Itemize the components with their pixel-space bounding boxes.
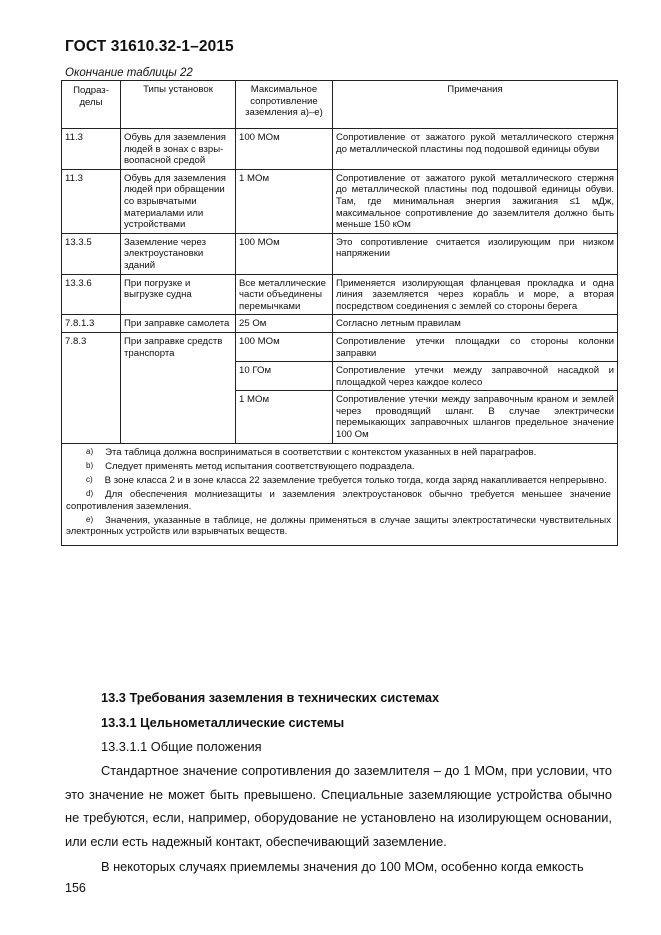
footnote-mark: c) (86, 474, 93, 484)
header-installation-type: Типы установок (121, 81, 236, 129)
cell-notes: Сопротивление от зажатого рукой металлического стержня до металлической пластины под подошвой единицы обуви (333, 129, 618, 170)
footnote-b (66, 461, 611, 473)
page-number: 156 (65, 881, 86, 895)
footnote-e (66, 515, 611, 538)
grounding-table (61, 80, 618, 546)
cell-notes: Это сопротивление считается изолирующим при низком напряжении (333, 233, 618, 274)
cell-resistance: 100 МОм (236, 332, 333, 361)
cell-type: Обувь для заземления людей при обращении со взрывчатыми материалами или устройствами (121, 169, 236, 233)
cell-notes: Согласно летным правилам (333, 315, 618, 333)
table-footnotes (62, 443, 618, 546)
table-row (62, 233, 618, 274)
table-row (62, 274, 618, 315)
cell-resistance: 10 ГОм (236, 362, 333, 391)
footnote-a (66, 447, 611, 459)
subsubsection-heading: 13.3.1.1 Общие положения (101, 739, 262, 754)
cell-resistance: 100 МОм (236, 233, 333, 274)
cell-section: 11.3 (62, 129, 121, 170)
table-caption: Окончание таблицы 22 (65, 67, 193, 79)
table-row (62, 332, 618, 361)
footnote-d (66, 489, 611, 512)
footnote-text: Значения, указанные в таблице, не должны применяться в случае защиты электростатически чувствительных электронных устройств или взрывчатых веществ. (66, 514, 611, 538)
cell-section: 7.8.3 (62, 332, 121, 443)
subsection-heading: 13.3.1 Цельнометаллические системы (101, 715, 345, 730)
cell-notes: Применяется изолирующая фланцевая прокладка и одна линия заземляется через корабль и море, а вторая посредством соединения с землей со стороны берега (333, 274, 618, 315)
footnote-c (66, 475, 611, 487)
cell-resistance: 100 МОм (236, 129, 333, 170)
cell-type: При заправке средств транспорта (121, 332, 236, 443)
header-max-resistance: Максимальное сопротивление заземления а)–е) (236, 81, 333, 129)
footnote-mark: d) (86, 488, 94, 498)
body-paragraph: В некоторых случаях приемлемы значения до 100 МОм, особенно когда емкость (101, 859, 584, 874)
table-row (62, 129, 618, 170)
cell-notes: Сопротивление утечки между заправочной насадкой и площадкой через каждое колесо (333, 362, 618, 391)
cell-resistance: 1 МОм (236, 169, 333, 233)
cell-type: Обувь для заземления людей в зонах с взры-воопасной средой (121, 129, 236, 170)
document-title: ГОСТ 31610.32-1–2015 (65, 38, 234, 55)
cell-section: 11.3 (62, 169, 121, 233)
table-row (62, 169, 618, 233)
footnote-mark: e) (86, 514, 94, 524)
header-notes: Примечания (333, 81, 618, 129)
cell-type: При заправке самолета (121, 315, 236, 333)
cell-type: При погрузке и выгрузке судна (121, 274, 236, 315)
section-heading: 13.3 Требования заземления в технических системах (101, 690, 440, 705)
footnote-text: В зоне класса 2 и в зоне класса 22 заземление требуется только тогда, когда заряд накапливается непрерывно. (104, 474, 607, 486)
body-paragraph: Стандартное значение сопротивления до заземлителя – до 1 МОм, при условии, что это значение не может быть превышено. Специальные заземляющие устройства обычно не требуются, если, например, оборудование не установлено на изолирующем основании, или если есть надежный контакт, обеспечивающий заземление. (65, 763, 612, 849)
cell-resistance: 1 МОм (236, 391, 333, 443)
header-section: Подраз- делы (62, 81, 121, 129)
cell-notes: Сопротивление от зажатого рукой металлического стержня до металлической пластины под подошвой единицы обуви. Там, где минимальная энергия зажигания ≤1 мДж, максимальное сопротивление до заземлителя должно быть меньше 150 кОм (333, 169, 618, 233)
footnote-text: Эта таблица должна восприниматься в соответствии с контекстом указанных в ней параграфов. (105, 446, 537, 458)
footnote-text: Следует применять метод испытания соответствующего подраздела. (105, 460, 415, 472)
cell-notes: Сопротивление утечки площадки со стороны колонки заправки (333, 332, 618, 361)
cell-resistance: 25 Ом (236, 315, 333, 333)
cell-resistance: Все металлические части объединены перемычками (236, 274, 333, 315)
cell-section: 13.3.6 (62, 274, 121, 315)
table-row (62, 315, 618, 333)
footnote-text: Для обеспечения молниезащиты и заземления электроустановок обычно требуется меньшее значение сопротивления заземления. (66, 488, 611, 512)
cell-type: Заземление через электроустановки зданий (121, 233, 236, 274)
cell-section: 7.8.1.3 (62, 315, 121, 333)
cell-notes: Сопротивление утечки между заправочным краном и землей через проводящий шланг. В случае электрически перемыкающих заправочных шлангов предельное значение 100 Ом (333, 391, 618, 443)
footnote-mark: b) (86, 460, 94, 470)
table-header-row (62, 81, 618, 129)
table-footnotes-row (62, 443, 618, 546)
footnote-mark: a) (86, 446, 94, 456)
cell-section: 13.3.5 (62, 233, 121, 274)
